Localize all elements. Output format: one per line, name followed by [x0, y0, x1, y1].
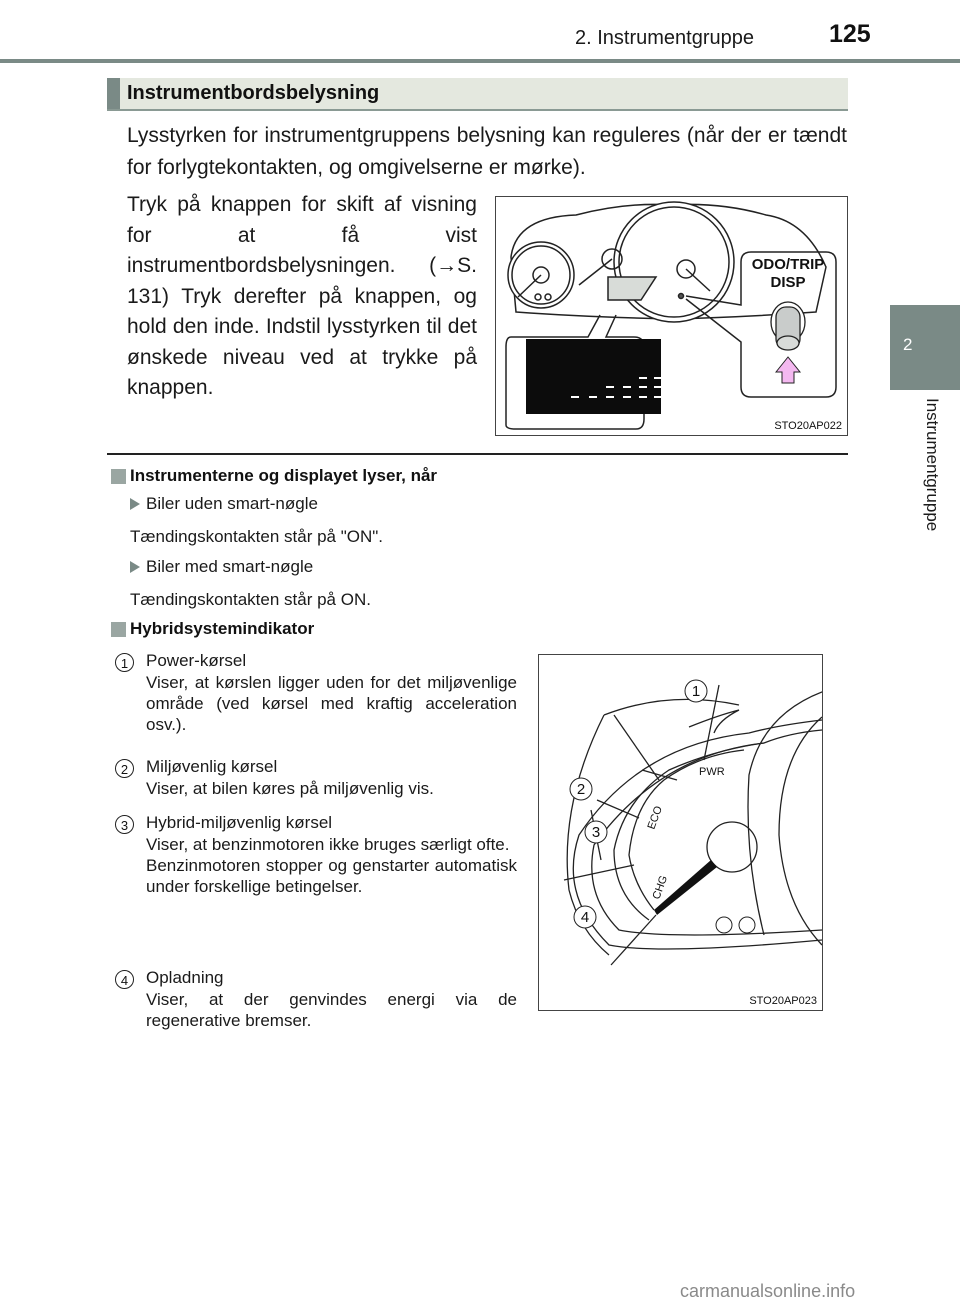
- callout-number: 4: [115, 970, 134, 989]
- callout-3: 3: [591, 824, 601, 841]
- square-bullet-icon: [111, 622, 126, 637]
- instrument-cluster-figure: [495, 196, 848, 436]
- press-arrow-icon: [776, 357, 800, 383]
- cluster-illustration: [496, 197, 847, 435]
- section-title: Instrumentbordsbelysning: [127, 82, 380, 104]
- item-body-text: Viser, at bilen køres på miljøvenlig vis.: [146, 779, 434, 798]
- item-title: Opladning: [146, 968, 224, 987]
- side-tab-label: Instrumentgruppe: [923, 398, 942, 532]
- callout-2: 2: [576, 781, 586, 798]
- item-body: [146, 989, 517, 1031]
- hybrid-gauge-illustration: [539, 655, 822, 1010]
- section-heading-bar: [107, 78, 848, 111]
- note-heading-text: Hybridsystemindikator: [130, 619, 315, 638]
- odo-trip-button-icon: [771, 302, 805, 350]
- bullet-no-smart-key: [130, 494, 318, 514]
- item-body: [146, 834, 517, 897]
- callout-1: 1: [691, 683, 701, 700]
- bullet-smart-key: [130, 557, 313, 577]
- item-body-text: Benzinmotoren stopper og genstarter automatisk under forskellige betingelser.: [146, 856, 517, 896]
- header-divider: [0, 59, 960, 63]
- lcd-display: [526, 339, 661, 414]
- item-body-text: Viser, at der genvindes energi via de regenerative bremser.: [146, 990, 517, 1030]
- chapter-side-tab: [890, 305, 960, 390]
- note-heading-lights: [111, 466, 437, 486]
- note-text-on-quoted: Tændingskontakten står på "ON".: [130, 527, 384, 546]
- item-body: [146, 778, 517, 799]
- triangle-bullet-icon: [130, 498, 140, 510]
- callout-number: 1: [115, 653, 134, 672]
- chg-label: CHG: [650, 873, 671, 902]
- pwr-label: PWR: [699, 766, 725, 778]
- eco-label: ECO: [645, 804, 665, 832]
- instructions-paragraph: Tryk på knappen for skift af visning for at få vist instrumentbordsbelysningen. (→S. 131) Tryk derefter på knappen, og hold den inde. Indstil lysstyrken til det ønskede niveau ved at trykke på knappen.: [127, 193, 477, 399]
- side-tab-number: 2: [903, 335, 913, 354]
- callout-4: 4: [580, 909, 590, 926]
- watermark-link[interactable]: carmanualsonline.info: [680, 1281, 856, 1301]
- item-body-text: Viser, at benzinmotoren ikke bruges særligt ofte.: [146, 835, 510, 854]
- bullet-text: Biler uden smart-nøgle: [146, 494, 318, 513]
- hybrid-indicator-figure: [538, 654, 823, 1011]
- odo-trip-label: ODO/TRIP: [751, 256, 825, 273]
- square-bullet-icon: [111, 469, 126, 484]
- item-title: Hybrid-miljøvenlig kørsel: [146, 813, 333, 832]
- note-heading-hybrid: [111, 619, 314, 639]
- section-accent: [107, 78, 120, 109]
- note-text-on: Tændingskontakten står på ON.: [130, 590, 371, 609]
- intro-paragraph: Lysstyrken for instrumentgruppens belysning kan reguleres (når der er tændt for forlygtekontakten, og omgivelserne er mørke).: [127, 124, 847, 179]
- note-heading-text: Instrumenterne og displayet lyser, når: [130, 466, 438, 485]
- page-number: 125: [829, 20, 871, 48]
- item-title: Power-kørsel: [146, 651, 247, 670]
- chapter-title: 2. Instrumentgruppe: [575, 27, 754, 49]
- item-title: Miljøvenlig kørsel: [146, 757, 278, 776]
- callout-number: 3: [115, 815, 134, 834]
- callout-number: 2: [115, 759, 134, 778]
- item-body-text: Viser, at kørslen ligger uden for det miljøvenlige område (ved kørsel med kraftig acceleration osv.).: [146, 673, 517, 734]
- figure-code: STO20AP023: [749, 995, 817, 1007]
- item-body: [146, 672, 517, 735]
- triangle-bullet-icon: [130, 561, 140, 573]
- bullet-text: Biler med smart-nøgle: [146, 557, 314, 576]
- section-divider: [107, 453, 848, 455]
- figure-code: STO20AP022: [774, 420, 842, 432]
- disp-label: DISP: [770, 274, 806, 291]
